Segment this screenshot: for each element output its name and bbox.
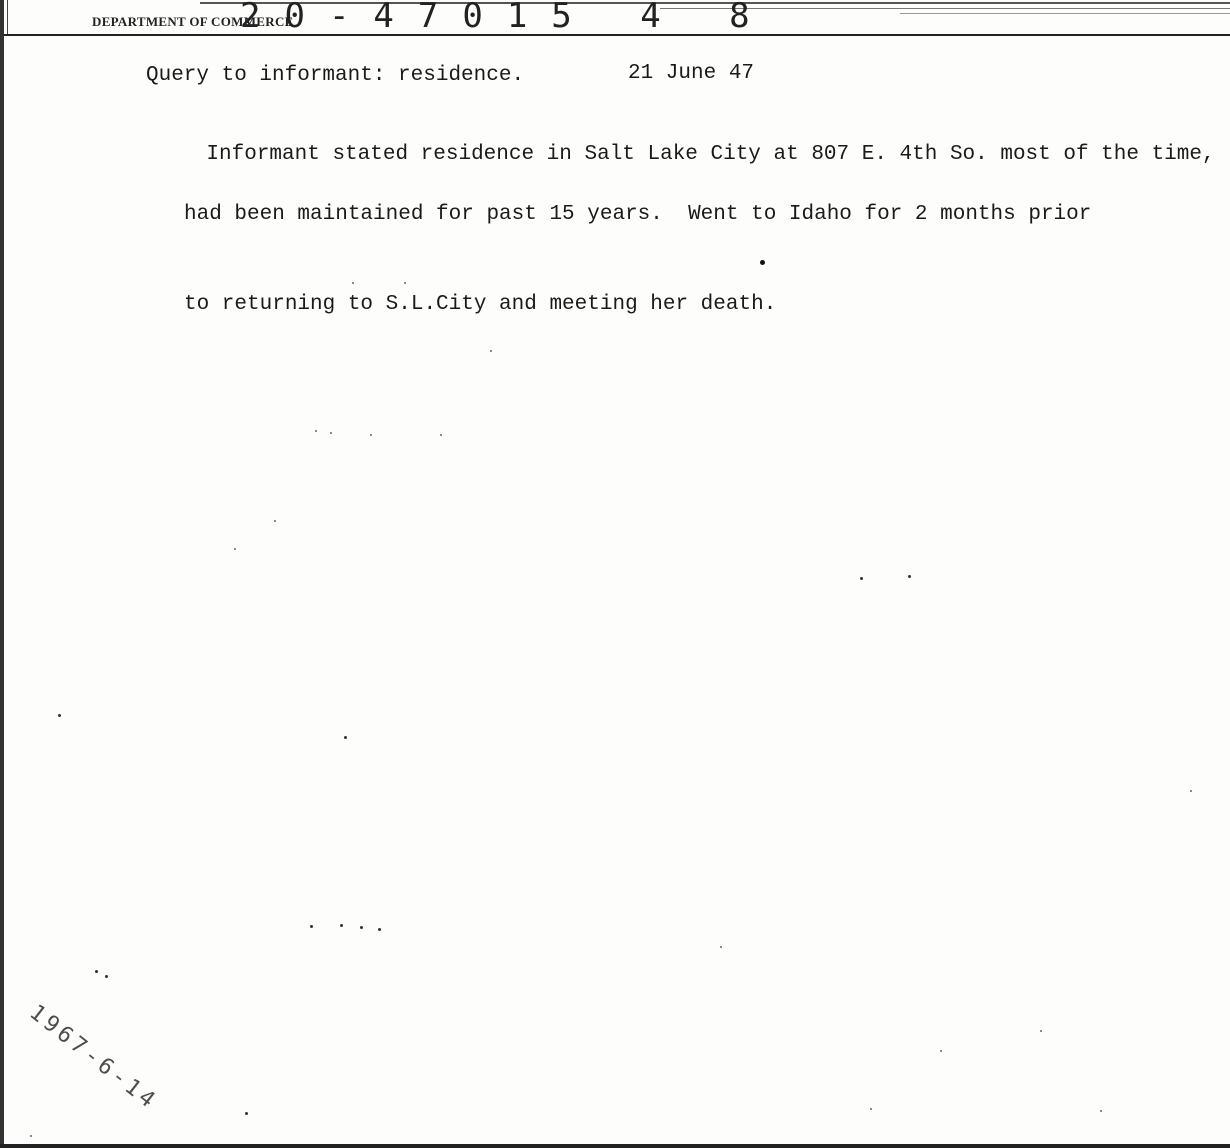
statement-line-2: had been maintained for past 15 years. Went to Idaho for 2 months prior — [184, 203, 1092, 226]
left-border-inner — [7, 0, 8, 34]
header-strip — [0, 0, 1230, 36]
speck — [404, 282, 406, 284]
speck — [760, 260, 765, 265]
speck — [274, 520, 276, 522]
speck — [95, 970, 98, 973]
speck — [440, 434, 442, 436]
speck — [330, 432, 332, 434]
certificate-number: 20-47015 4 8 — [240, 0, 774, 36]
speck — [352, 282, 354, 284]
speck — [860, 577, 863, 580]
speck — [720, 946, 722, 948]
speck — [310, 925, 313, 928]
statement-line-1: Informant stated residence in Salt Lake City at 807 E. 4th So. most of the time, — [206, 143, 1215, 166]
speck — [490, 350, 492, 352]
query-date: 21 June 47 — [628, 62, 755, 85]
speck — [908, 575, 911, 578]
top-rule-3 — [900, 13, 1230, 14]
speck — [58, 714, 61, 717]
speck — [1100, 1110, 1102, 1112]
speck — [378, 928, 381, 931]
left-border — [0, 0, 4, 1148]
speck — [315, 430, 317, 432]
speck — [344, 736, 347, 739]
statement-line-3: to returning to S.L.City and meeting her death. — [184, 293, 777, 316]
speck — [340, 924, 343, 927]
speck — [245, 1112, 248, 1115]
bottom-border — [0, 1144, 1230, 1148]
department-label: DEPARTMENT OF COMMERCE — [92, 14, 294, 29]
speck — [370, 434, 372, 436]
speck — [870, 1108, 872, 1110]
speck — [234, 548, 236, 550]
informant-statement — [156, 110, 1215, 380]
speck — [1040, 1030, 1042, 1032]
speck — [105, 975, 108, 978]
speck — [1190, 790, 1192, 792]
speck — [360, 926, 363, 929]
speck — [30, 1135, 32, 1137]
query-heading: Query to informant: residence. — [146, 64, 525, 87]
date-stamp: 1967-6-14 — [24, 1000, 163, 1116]
speck — [940, 1050, 942, 1052]
